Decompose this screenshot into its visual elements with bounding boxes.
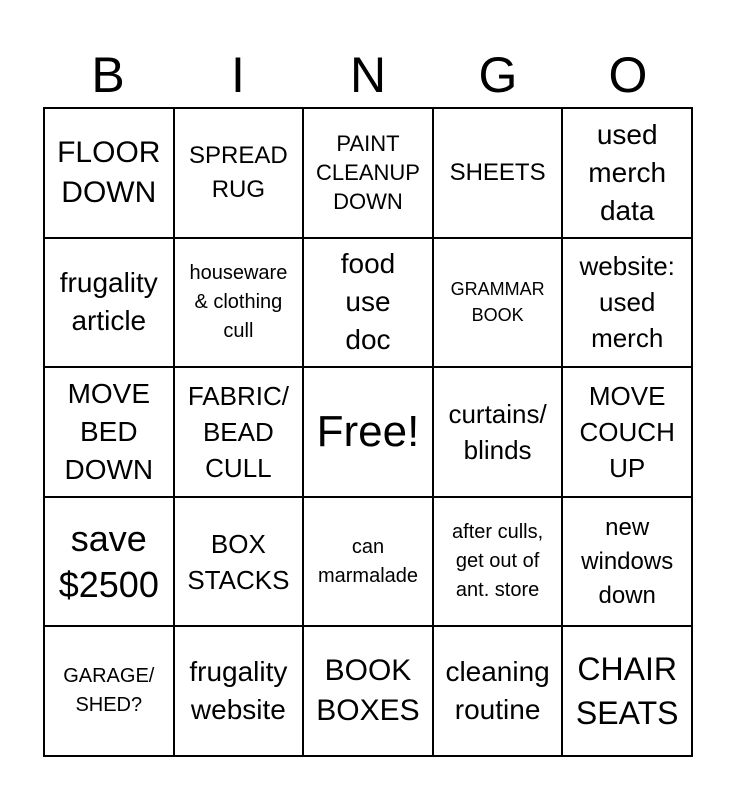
cell-text: after culls, get out of ant. store xyxy=(452,521,544,602)
bingo-cell[interactable] xyxy=(303,238,433,368)
cell-text: houseware & clothing cull xyxy=(189,261,288,342)
bingo-cell[interactable] xyxy=(562,367,692,497)
bingo-cell[interactable] xyxy=(562,626,692,756)
bingo-cell[interactable] xyxy=(433,497,563,627)
cell-text: BOX STACKS xyxy=(187,528,290,595)
header-letter-g: G xyxy=(478,47,518,103)
cell-text: SHEETS xyxy=(449,158,546,186)
bingo-cell[interactable] xyxy=(303,497,433,627)
cell-text: food use doc xyxy=(340,248,396,356)
cell-text: PAINT CLEANUP DOWN xyxy=(316,131,420,215)
cell-text: used merch data xyxy=(588,118,667,226)
bingo-cell[interactable] xyxy=(44,626,174,756)
bingo-cell[interactable] xyxy=(44,238,174,368)
free-space-text: Free! xyxy=(316,406,420,456)
bingo-cell[interactable] xyxy=(433,367,563,497)
cell-text: website: used merch xyxy=(579,251,675,354)
cell-text: frugality website xyxy=(189,656,288,726)
bingo-cell[interactable] xyxy=(562,108,692,238)
cell-text: FABRIC/ BEAD CULL xyxy=(187,380,289,483)
header-letter-n: N xyxy=(349,47,387,103)
cell-text: save $2500 xyxy=(58,517,159,605)
cell-text: frugality article xyxy=(59,267,158,337)
header-letter-o: O xyxy=(608,47,648,103)
cell-text: SPREAD RUG xyxy=(189,141,288,203)
bingo-cell[interactable] xyxy=(174,238,304,368)
bingo-cell[interactable] xyxy=(44,108,174,238)
cell-text: BOOK BOXES xyxy=(316,654,420,728)
cell-text: GARAGE/ SHED? xyxy=(63,665,155,717)
bingo-cell[interactable] xyxy=(44,497,174,627)
bingo-cell[interactable] xyxy=(174,108,304,238)
bingo-cell[interactable] xyxy=(562,238,692,368)
cell-text: curtains/ blinds xyxy=(448,398,547,465)
bingo-cell[interactable] xyxy=(174,367,304,497)
cell-text: cleaning routine xyxy=(445,656,550,726)
bingo-cell[interactable] xyxy=(174,626,304,756)
cell-text: GRAMMAR BOOK xyxy=(450,279,545,326)
bingo-cell[interactable] xyxy=(433,108,563,238)
bingo-cell[interactable] xyxy=(174,497,304,627)
cell-text: MOVE BED DOWN xyxy=(64,377,154,485)
header-letter-b: B xyxy=(91,47,125,103)
cell-text: MOVE COUCH UP xyxy=(579,380,675,483)
cell-text: CHAIR SEATS xyxy=(575,651,679,732)
cell-text: can marmalade xyxy=(317,535,419,587)
bingo-cell[interactable] xyxy=(303,626,433,756)
bingo-header xyxy=(43,44,693,106)
bingo-cell[interactable] xyxy=(433,238,563,368)
bingo-cell[interactable] xyxy=(303,108,433,238)
bingo-cell[interactable] xyxy=(303,367,433,497)
bingo-cell[interactable] xyxy=(562,497,692,627)
header-letter-i: I xyxy=(231,47,245,103)
cell-text: FLOOR DOWN xyxy=(57,135,161,209)
cell-text: new windows down xyxy=(581,513,674,609)
bingo-cell[interactable] xyxy=(44,367,174,497)
bingo-grid xyxy=(43,107,693,757)
bingo-cell[interactable] xyxy=(433,626,563,756)
